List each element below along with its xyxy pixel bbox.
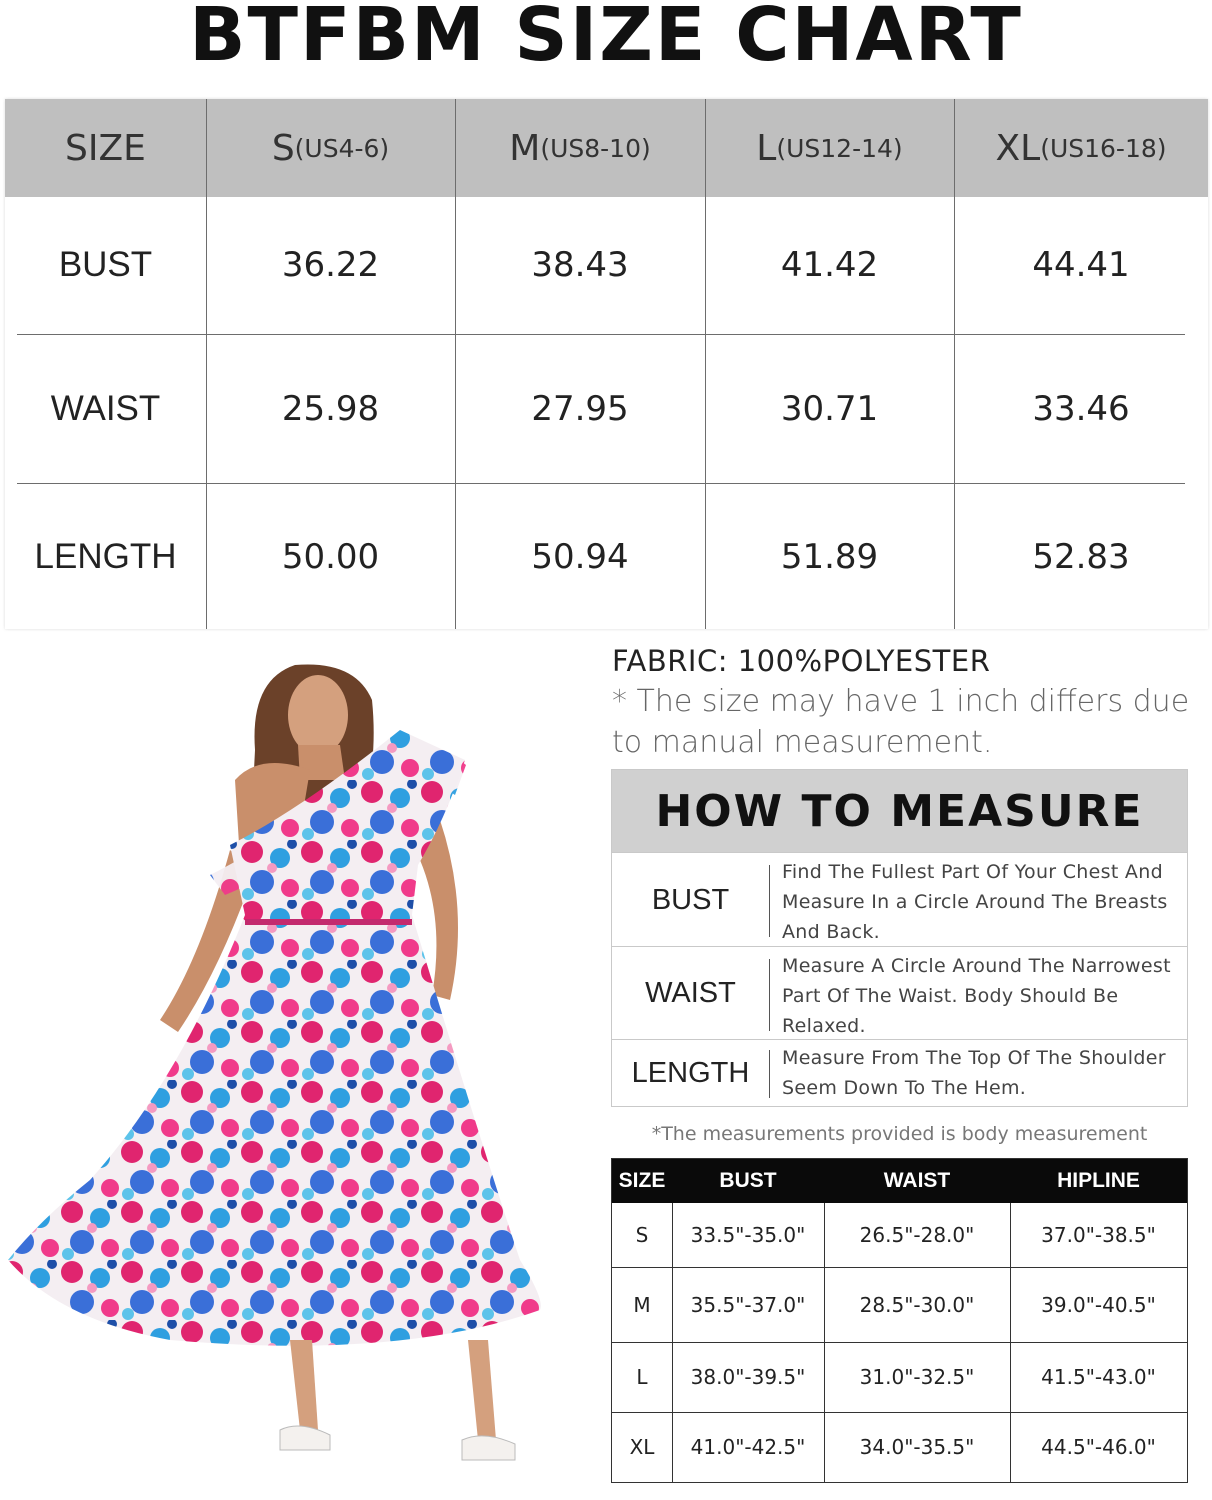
table-cell: 38.0"-39.5" <box>690 1365 806 1389</box>
table-cell: 41.0"-42.5" <box>690 1435 806 1459</box>
table-cell: 44.5"-46.0" <box>1041 1435 1156 1459</box>
table-row <box>612 1342 1187 1412</box>
table-cell: XL <box>629 1435 655 1459</box>
measure-label-bust: BUST <box>651 883 730 916</box>
header-cell-l <box>705 99 954 197</box>
table-cell: 39.0"-40.5" <box>1041 1292 1156 1317</box>
desc-line: Measure From The Top Of The Shoulder <box>782 1047 1166 1069</box>
page-title: BTFBM SIZE CHART <box>189 0 1023 78</box>
table-row <box>612 1203 1187 1267</box>
column-divider <box>206 99 207 629</box>
desc-line: And Back. <box>782 921 881 943</box>
column-divider <box>705 99 706 629</box>
table-row-waist <box>5 335 1208 483</box>
header-cell-m <box>455 99 705 197</box>
desc-line: Relaxed. <box>782 1015 866 1037</box>
body-header-size: SIZE <box>618 1169 666 1192</box>
measure-row-waist <box>612 946 1187 1040</box>
row-divider <box>612 1342 1187 1343</box>
table-cell: 33.5"-35.0" <box>690 1223 806 1247</box>
table-row-bust <box>5 197 1208 333</box>
table-cell: S <box>635 1223 649 1247</box>
body-header-hipline: HIPLINE <box>1057 1169 1140 1192</box>
size-chart-table <box>5 99 1208 629</box>
body-header-waist: WAIST <box>883 1169 951 1192</box>
how-to-measure-title: HOW TO MEASURE <box>612 770 1187 852</box>
row-divider <box>17 483 1185 484</box>
size-chart-header-row <box>5 99 1208 197</box>
desc-line: Measure A Circle Around The Narrowest <box>782 955 1171 977</box>
table-cell: 50.00 <box>281 537 380 577</box>
measure-desc-bust <box>782 857 1182 947</box>
table-cell: 37.0"-38.5" <box>1041 1223 1156 1247</box>
table-cell: 34.0"-35.5" <box>859 1435 975 1459</box>
table-cell: L <box>636 1365 648 1389</box>
header-cell-s <box>206 99 455 197</box>
table-cell: 35.5"-37.0" <box>690 1292 806 1317</box>
header-size-l-us: (US12-14) <box>776 133 903 163</box>
header-size-xl-us: (US16-18) <box>1040 133 1167 163</box>
row-label-bust: BUST <box>58 245 153 284</box>
row-divider <box>612 1267 1187 1268</box>
measure-label-waist: WAIST <box>645 977 736 1009</box>
desc-line: Part Of The Waist. Body Should Be <box>782 985 1119 1007</box>
table-cell: 25.98 <box>281 389 380 429</box>
table-cell: 52.83 <box>1032 537 1130 577</box>
row-divider <box>17 334 1185 335</box>
table-row-length <box>5 485 1208 629</box>
measure-row-length <box>612 1039 1187 1107</box>
column-divider <box>455 99 456 629</box>
measure-row-bust <box>612 852 1187 947</box>
column-divider <box>954 99 955 629</box>
table-cell: 44.41 <box>1032 245 1130 285</box>
table-cell: 41.5"-43.0" <box>1041 1365 1156 1389</box>
how-to-measure-panel <box>611 769 1188 1107</box>
header-size-m: M <box>509 127 541 169</box>
measure-divider <box>769 959 770 1031</box>
table-cell: 38.43 <box>531 245 629 285</box>
row-divider <box>612 1412 1187 1413</box>
header-cell-xl <box>954 99 1208 197</box>
size-note: * The size may have 1 inch differs due to manual measurement. <box>612 684 1190 760</box>
table-cell: 33.46 <box>1032 389 1130 429</box>
table-cell: 41.42 <box>780 245 879 285</box>
body-measurement-table <box>611 1158 1188 1483</box>
table-cell: 31.0"-32.5" <box>859 1365 975 1389</box>
desc-line: Seem Down To The Hem. <box>782 1077 1027 1099</box>
header-cell-size <box>5 99 206 197</box>
desc-line: Find The Fullest Part Of Your Chest And <box>782 861 1163 883</box>
row-label-waist: WAIST <box>50 389 161 428</box>
header-size-s: S <box>271 127 295 169</box>
model-photo <box>0 660 560 1500</box>
header-size-l: L <box>756 127 777 169</box>
body-table-header <box>612 1159 1187 1203</box>
measure-desc-waist <box>782 951 1182 1041</box>
table-cell: 27.95 <box>531 389 629 429</box>
table-row <box>612 1267 1187 1342</box>
table-cell: 28.5"-30.0" <box>859 1292 975 1317</box>
table-cell: 36.22 <box>281 245 380 285</box>
measure-divider <box>769 1050 770 1098</box>
header-size-s-us: (US4-6) <box>294 133 390 163</box>
table-cell: 30.71 <box>780 389 879 429</box>
body-header-bust: BUST <box>719 1169 777 1192</box>
table-cell: 50.94 <box>531 537 629 577</box>
body-measurement-note: *The measurements provided is body measurement <box>651 1123 1148 1145</box>
table-row <box>612 1412 1187 1482</box>
header-size-xl: XL <box>995 127 1041 169</box>
row-label-length: LENGTH <box>34 537 177 576</box>
measure-label-length: LENGTH <box>631 1057 750 1089</box>
table-cell: 26.5"-28.0" <box>859 1223 975 1247</box>
table-cell: 51.89 <box>780 537 879 577</box>
desc-line: Measure In a Circle Around The Breasts <box>782 891 1168 913</box>
header-size-m-us: (US8-10) <box>540 133 651 163</box>
measure-desc-length <box>782 1043 1182 1103</box>
table-cell: M <box>633 1292 651 1317</box>
fabric-info: FABRIC: 100%POLYESTER <box>612 644 991 678</box>
measure-divider <box>769 865 770 937</box>
header-size-label: SIZE <box>65 127 146 169</box>
